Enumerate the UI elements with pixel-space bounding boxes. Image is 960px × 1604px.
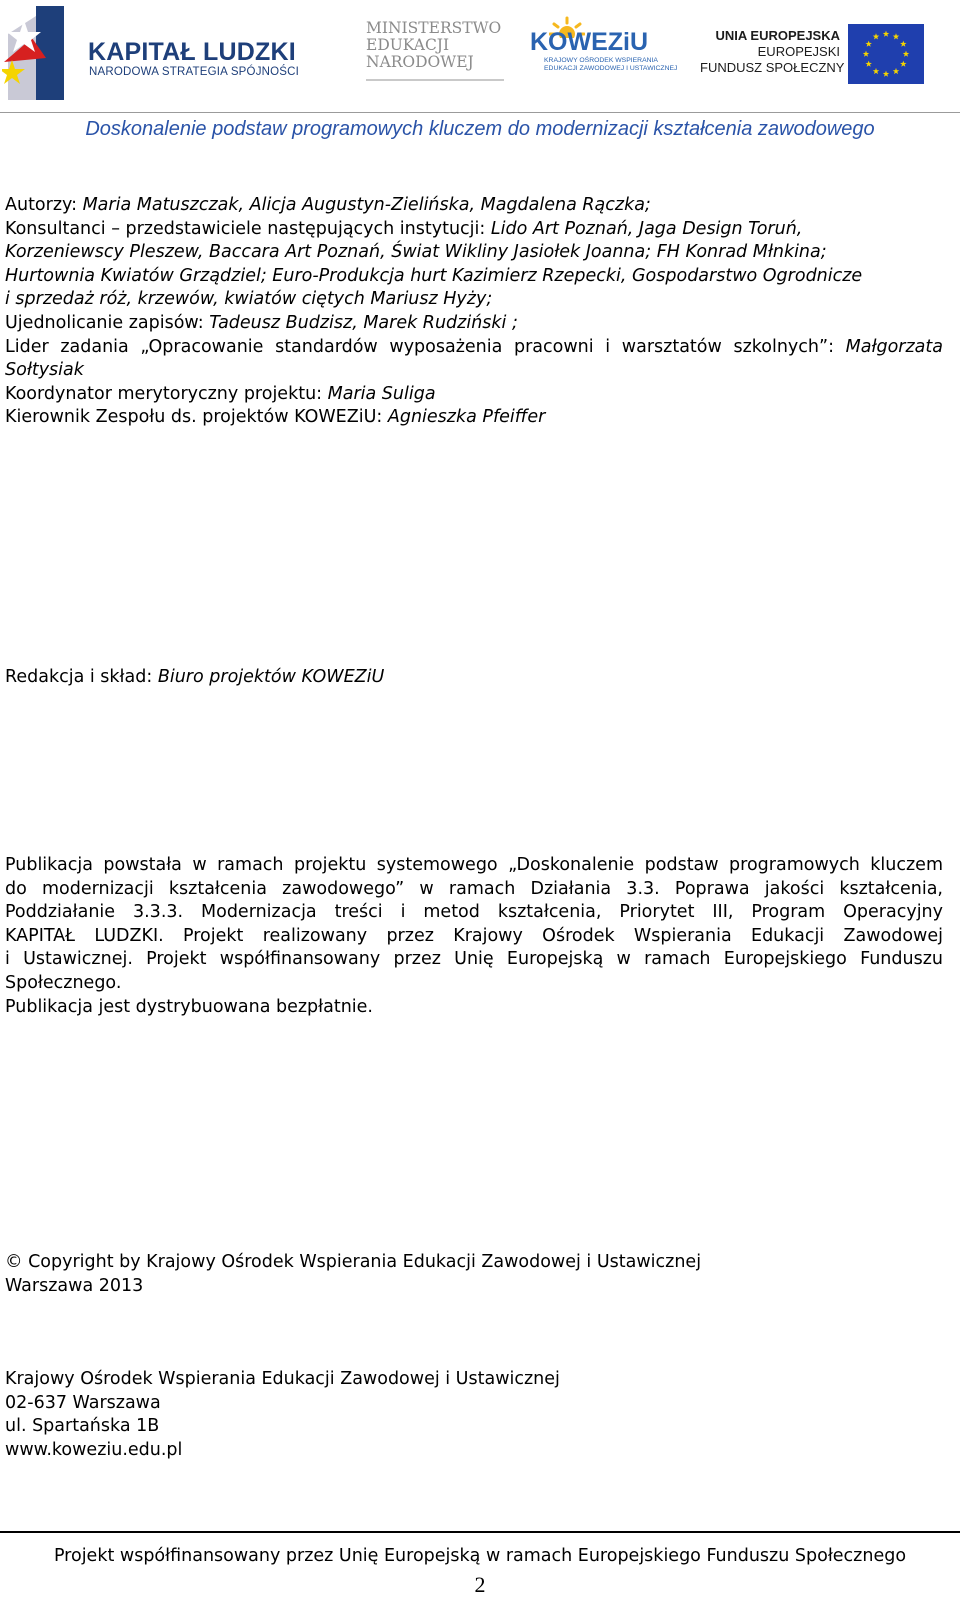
consultants-value-4: i sprzedaż róż, krzewów, kwiatów ciętych Mariusz Hyży; <box>5 289 493 310</box>
kapital-ludzki-subtitle: NARODOWA STRATEGIA SPÓJNOŚCI <box>89 66 300 78</box>
leader-label: Lider zadania „Opracowanie standardów wyposażenia pracowni i warsztatów szkolnych”: <box>5 336 834 357</box>
coordinator-value: Maria Suliga <box>327 383 436 404</box>
consultants-line-2 <box>5 241 943 265</box>
document-title: Doskonalenie podstaw programowych kluczem do modernizacji kształcenia zawodowego <box>85 118 875 140</box>
address-street: ul. Spartańska 1B <box>5 1416 160 1437</box>
leader-value-2: Sołtysiak <box>5 360 84 381</box>
ministerstwo-logo <box>366 20 501 71</box>
publication-line-6: Społecznego. <box>5 972 122 993</box>
ministerstwo-line1: MINISTERSTWO <box>366 19 502 37</box>
publication-line-4: KAPITAŁ LUDZKI. Projekt realizowany przez Krajowy Ośrodek Wspierania Edukacji Zawodowej <box>5 925 943 946</box>
eu-flag-icon <box>848 24 924 84</box>
consultants-value-1: Lido Art Poznań, Jaga Design Toruń, <box>490 218 803 239</box>
editorial-label: Redakcja i skład: <box>5 667 153 687</box>
ministerstwo-line2: EDUKACJI <box>366 36 450 54</box>
leader-line <box>5 336 943 360</box>
publication-line-1: Publikacja powstała w ramach projektu systemowego „Doskonalenie podstaw programowych kluczem <box>5 855 943 875</box>
publication-line-2: do modernizacji kształcenia zawodowego” w ramach Działania 3.3. Poprawa jakości kształcenia, <box>5 878 943 899</box>
publication-line-3: Poddziałanie 3.3.3. Modernizacja treści i metod kształcenia, Priorytet III, Program Operacyjny <box>5 902 943 923</box>
consultants-value-2: Korzeniewscy Pleszew, Baccara Art Poznań, Świat Wikliny Jasiołek Joanna; FH Konrad Młnkina; <box>5 242 827 263</box>
consultants-line <box>5 218 943 242</box>
koweziu-sub2: EDUKACJI ZAWODOWEJ I USTAWICZNEJ <box>544 65 678 72</box>
eu-line1: UNIA EUROPEJSKA <box>715 28 840 43</box>
publication-section <box>5 854 943 1019</box>
address-name: Krajowy Ośrodek Wspierania Edukacji Zawodowej i Ustawicznej <box>5 1369 560 1389</box>
consultants-label: Konsultanci – przedstawiciele następujących instytucji: <box>5 218 486 239</box>
editorial-line <box>5 666 943 690</box>
ministerstwo-line3: NARODOWEJ <box>366 53 474 71</box>
credits-section <box>5 194 943 430</box>
koweziu-subtitle <box>544 57 677 73</box>
editorial-value: Biuro projektów KOWEZiU <box>157 667 385 687</box>
footer-rule <box>0 1531 960 1533</box>
unify-label: Ujednolicanie zapisów: <box>5 312 204 333</box>
leader-line-2 <box>5 359 943 383</box>
authors-label: Autorzy: <box>5 195 77 215</box>
eu-line2: EUROPEJSKI <box>757 44 840 59</box>
address-postal: 02-637 Warszawa <box>5 1392 161 1413</box>
unify-value: Tadeusz Budzisz, Marek Rudziński ; <box>209 312 518 333</box>
manager-label: Kierownik Zespołu ds. projektów KOWEZiU: <box>5 407 383 428</box>
copyright-year: Warszawa 2013 <box>5 1275 144 1296</box>
consultants-line-3 <box>5 265 943 289</box>
coordinator-label: Koordynator merytoryczny projektu: <box>5 383 323 404</box>
eu-line3: FUNDUSZ SPOŁECZNY <box>700 60 845 75</box>
address-section <box>5 1368 943 1462</box>
page-number: 2 <box>474 1572 486 1597</box>
copyright-line: © Copyright by Krajowy Ośrodek Wspierania Edukacji Zawodowej i Ustawicznej <box>5 1252 702 1272</box>
leader-value-1: Małgorzata <box>845 336 943 357</box>
eu-text-block <box>700 28 845 76</box>
address-web-link[interactable]: www.koweziu.edu.pl <box>5 1439 183 1460</box>
publication-line-5: i Ustawicznej. Projekt współfinansowany przez Unię Europejską w ramach Europejskiego Funduszu <box>5 949 943 970</box>
unify-line <box>5 312 943 336</box>
editorial-section <box>5 666 943 690</box>
koweziu-wordmark: KOWEZiU <box>530 28 649 56</box>
koweziu-sub1: KRAJOWY OŚRODEK WSPIERANIA <box>544 57 658 64</box>
authors-line <box>5 194 943 218</box>
kapital-ludzki-logo-icon <box>2 4 70 102</box>
manager-line <box>5 406 943 430</box>
coordinator-line <box>5 383 943 407</box>
consultants-value-3: Hurtownia Kwiatów Grządziel; Euro-Produkcja hurt Kazimierz Rzepecki, Gospodarstwo Ogrodnicze <box>5 265 863 286</box>
copyright-section <box>5 1251 943 1298</box>
authors-value: Maria Matuszczak, Alicja Augustyn-Zielińska, Magdalena Rączka; <box>82 195 651 215</box>
logo-bar <box>0 0 960 110</box>
publication-free: Publikacja jest dystrybuowana bezpłatnie. <box>5 996 373 1017</box>
footer-text: Projekt współfinansowany przez Unię Europejską w ramach Europejskiego Funduszu Społecznego <box>53 1546 907 1566</box>
ministerstwo-underline <box>366 79 504 81</box>
consultants-line-4 <box>5 288 943 312</box>
header-rule <box>0 112 960 113</box>
manager-value: Agnieszka Pfeiffer <box>387 407 546 428</box>
kapital-ludzki-title: KAPITAŁ LUDZKI <box>88 38 296 66</box>
